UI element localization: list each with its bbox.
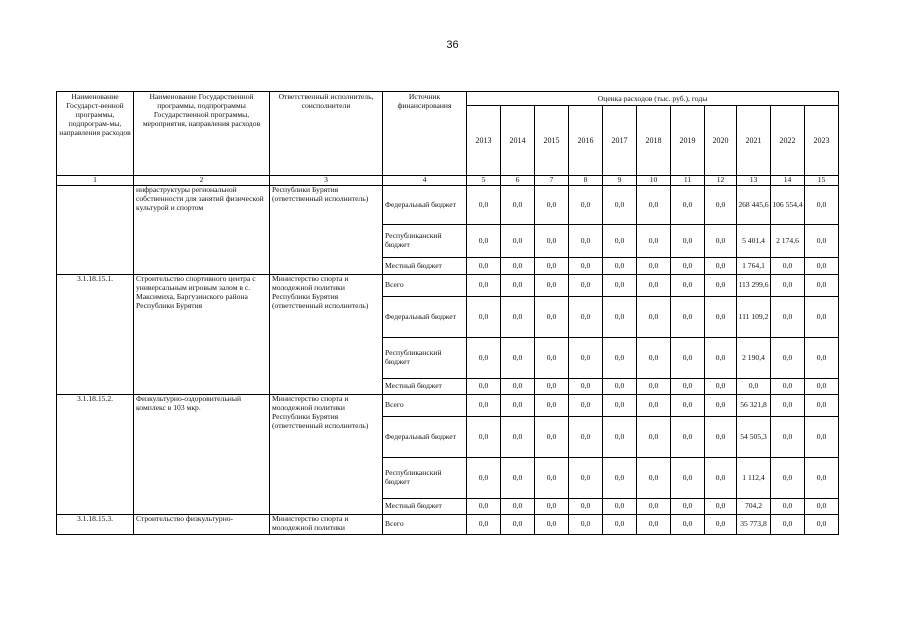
measure-name: Строительство физкультурно- [134,515,270,535]
expense-value: 0,0 [535,417,569,458]
expense-value: 0,0 [603,395,637,417]
expense-value: 0,0 [771,417,805,458]
expense-value: 0,0 [535,338,569,379]
expense-value: 0,0 [603,379,637,395]
expense-value: 0,0 [535,258,569,275]
column-number: 10 [637,176,671,186]
year-header: 2019 [671,106,705,176]
expense-value: 0,0 [467,225,501,258]
expense-value: 0,0 [637,515,671,535]
expense-value: 0,0 [637,338,671,379]
expense-value: 0,0 [637,417,671,458]
expense-value: 0,0 [805,275,839,297]
expense-value: 0,0 [501,458,535,499]
column-number: 11 [671,176,705,186]
year-header: 2014 [501,106,535,176]
table-row [57,186,839,225]
expense-value: 106 554,4 [771,186,805,225]
expense-value: 0,0 [705,338,737,379]
column-number: 13 [737,176,771,186]
header-measure-name: Наименование Государственной программы, подпрограммы Государственной программы, мероприятия, направления расходов [134,92,270,176]
expense-value: 0,0 [603,515,637,535]
header-program-name: Наименование Государст-венной программы, подпрограм-мы, направления расходов [57,92,134,176]
expense-value: 0,0 [637,258,671,275]
expense-value: 0,0 [569,515,603,535]
expense-value: 0,0 [805,297,839,338]
expense-value: 0,0 [569,458,603,499]
measure-name: инфраструктуры региональной собственности для занятий физической культурой и спортом [134,186,270,275]
expense-value: 0,0 [805,338,839,379]
funding-source: Местный бюджет [383,499,467,515]
year-header: 2016 [569,106,603,176]
expense-value: 0,0 [569,186,603,225]
expense-value: 0,0 [603,338,637,379]
year-header: 2015 [535,106,569,176]
expense-value: 0,0 [771,338,805,379]
expense-value: 0,0 [501,395,535,417]
expense-value: 0,0 [705,458,737,499]
expense-value: 0,0 [501,338,535,379]
expense-value: 0,0 [603,417,637,458]
expense-value: 0,0 [771,258,805,275]
measure-code: 3.1.18.15.1. [57,275,134,395]
expense-value: 0,0 [467,258,501,275]
expense-value: 0,0 [603,186,637,225]
expense-value: 0,0 [705,186,737,225]
expense-value: 0,0 [535,225,569,258]
column-number: 8 [569,176,603,186]
expense-value: 0,0 [501,499,535,515]
expense-value: 0,0 [467,395,501,417]
expense-value: 0,0 [569,417,603,458]
column-number: 4 [383,176,467,186]
measure-code: 3.1.18.15.2. [57,395,134,515]
expense-value: 0,0 [467,458,501,499]
expense-value: 0,0 [671,225,705,258]
expense-value: 0,0 [535,186,569,225]
column-number: 6 [501,176,535,186]
expense-value: 0,0 [569,275,603,297]
column-number: 1 [57,176,134,186]
funding-source: Всего [383,515,467,535]
expense-value: 0,0 [705,275,737,297]
funding-source: Федеральный бюджет [383,417,467,458]
expense-value: 0,0 [705,225,737,258]
expense-value: 0,0 [705,379,737,395]
expense-value: 0,0 [569,258,603,275]
expense-value: 0,0 [671,379,705,395]
expense-value: 0,0 [467,417,501,458]
expense-value: 1 764,1 [737,258,771,275]
expense-value: 0,0 [805,499,839,515]
expense-value: 0,0 [705,515,737,535]
measure-name: Строительство спортивного центра с универсальным игровым залом в с. Максимиха, Баргузинского района Республики Бурятия [134,275,270,395]
expense-value: 0,0 [771,395,805,417]
expense-value: 111 109,2 [737,297,771,338]
expense-value: 0,0 [569,297,603,338]
expense-value: 0,0 [501,258,535,275]
funding-source: Всего [383,275,467,297]
expense-value: 0,0 [637,379,671,395]
expense-value: 0,0 [467,515,501,535]
expense-value: 0,0 [805,515,839,535]
column-number: 3 [270,176,383,186]
expense-value: 0,0 [805,417,839,458]
expense-value: 0,0 [705,417,737,458]
expense-value: 0,0 [637,186,671,225]
column-number: 2 [134,176,270,186]
expense-value: 0,0 [805,379,839,395]
expense-value: 0,0 [501,297,535,338]
expense-value: 0,0 [467,275,501,297]
expense-value: 0,0 [771,515,805,535]
column-number: 5 [467,176,501,186]
expense-value: 0,0 [535,275,569,297]
expense-value: 0,0 [737,379,771,395]
year-header: 2017 [603,106,637,176]
responsible-executor: Республики Бурятия (ответственный исполнитель) [270,186,383,275]
expense-value: 0,0 [671,275,705,297]
expense-value: 0,0 [603,297,637,338]
responsible-executor: Министерство спорта и молодежной политики [270,515,383,535]
expense-value: 0,0 [805,258,839,275]
expense-value: 0,0 [603,458,637,499]
page-number: 36 [446,39,459,51]
expense-value: 0,0 [637,499,671,515]
funding-source: Всего [383,395,467,417]
expense-value: 0,0 [603,258,637,275]
expense-value: 2 190,4 [737,338,771,379]
header-responsible: Ответственный исполнитель, соисполнители [270,92,383,176]
funding-source: Республиканский бюджет [383,338,467,379]
expense-value: 0,0 [535,379,569,395]
expense-value: 0,0 [771,275,805,297]
expense-value: 0,0 [671,338,705,379]
expense-value: 0,0 [705,499,737,515]
year-header: 2020 [705,106,737,176]
measure-name: Физкультурно-оздоровительный комплекс в 103 мкр. [134,395,270,515]
expense-value: 0,0 [671,417,705,458]
expense-value: 0,0 [671,499,705,515]
year-header: 2022 [771,106,805,176]
expense-value: 0,0 [603,225,637,258]
expenditure-table [56,91,839,535]
expense-value: 0,0 [805,225,839,258]
expense-value: 0,0 [569,338,603,379]
expense-value: 0,0 [501,515,535,535]
year-header: 2021 [737,106,771,176]
measure-code: 3.1.18.15.3. [57,515,134,535]
header-expense-estimate: Оценка расходов (тыс. руб.), годы [467,92,839,106]
expense-value: 0,0 [535,395,569,417]
expense-value: 5 401,4 [737,225,771,258]
expense-value: 0,0 [535,458,569,499]
expense-value: 0,0 [771,379,805,395]
funding-source: Федеральный бюджет [383,186,467,225]
expense-value: 0,0 [705,297,737,338]
year-header: 2023 [805,106,839,176]
column-number: 15 [805,176,839,186]
expense-value: 0,0 [671,258,705,275]
funding-source: Республиканский бюджет [383,458,467,499]
expense-value: 0,0 [705,395,737,417]
expense-value: 0,0 [569,379,603,395]
measure-code [57,186,134,275]
expense-value: 0,0 [771,458,805,499]
table-row [57,275,839,297]
table-row [57,515,839,535]
expense-value: 0,0 [671,297,705,338]
expense-value: 35 773,8 [737,515,771,535]
expense-value: 0,0 [569,395,603,417]
header-funding-source: Источник финансирования [383,92,467,176]
expense-value: 54 505,3 [737,417,771,458]
funding-source: Местный бюджет [383,379,467,395]
column-number: 7 [535,176,569,186]
year-header: 2018 [637,106,671,176]
expense-value: 0,0 [671,186,705,225]
funding-source: Местный бюджет [383,258,467,275]
expense-value: 0,0 [535,297,569,338]
expense-value: 0,0 [771,499,805,515]
expense-value: 0,0 [569,225,603,258]
expense-value: 0,0 [569,499,603,515]
expense-value: 0,0 [501,417,535,458]
expense-value: 0,0 [467,338,501,379]
expense-value: 0,0 [467,499,501,515]
responsible-executor: Министерство спорта и молодежной политики Республики Бурятия (ответственный исполнитель) [270,275,383,395]
expense-value: 0,0 [603,275,637,297]
expense-value: 0,0 [637,275,671,297]
expense-value: 268 445,6 [737,186,771,225]
expense-value: 0,0 [637,458,671,499]
expense-value: 0,0 [535,515,569,535]
expense-value: 0,0 [467,379,501,395]
expense-value: 0,0 [637,225,671,258]
funding-source: Республиканский бюджет [383,225,467,258]
responsible-executor: Министерство спорта и молодежной политики Республики Бурятия (ответственный исполнитель) [270,395,383,515]
funding-source: Федеральный бюджет [383,297,467,338]
expense-value: 0,0 [805,186,839,225]
column-number: 12 [705,176,737,186]
expense-value: 1 112,4 [737,458,771,499]
expense-value: 0,0 [535,499,569,515]
expense-value: 0,0 [467,297,501,338]
expense-value: 0,0 [501,379,535,395]
expense-value: 0,0 [671,515,705,535]
expense-value: 0,0 [467,186,501,225]
column-number: 9 [603,176,637,186]
expense-value: 0,0 [671,458,705,499]
expense-value: 0,0 [501,225,535,258]
expense-value: 0,0 [637,395,671,417]
expense-value: 0,0 [805,395,839,417]
expense-value: 0,0 [637,297,671,338]
expense-value: 0,0 [603,499,637,515]
expense-value: 0,0 [805,458,839,499]
expense-value: 2 174,6 [771,225,805,258]
year-header: 2013 [467,106,501,176]
expense-value: 0,0 [501,186,535,225]
table-row [57,395,839,417]
expense-value: 113 299,6 [737,275,771,297]
expense-value: 704,2 [737,499,771,515]
expense-value: 56 321,8 [737,395,771,417]
expense-value: 0,0 [671,395,705,417]
column-number: 14 [771,176,805,186]
expense-value: 0,0 [705,258,737,275]
expense-value: 0,0 [501,275,535,297]
expense-value: 0,0 [771,297,805,338]
